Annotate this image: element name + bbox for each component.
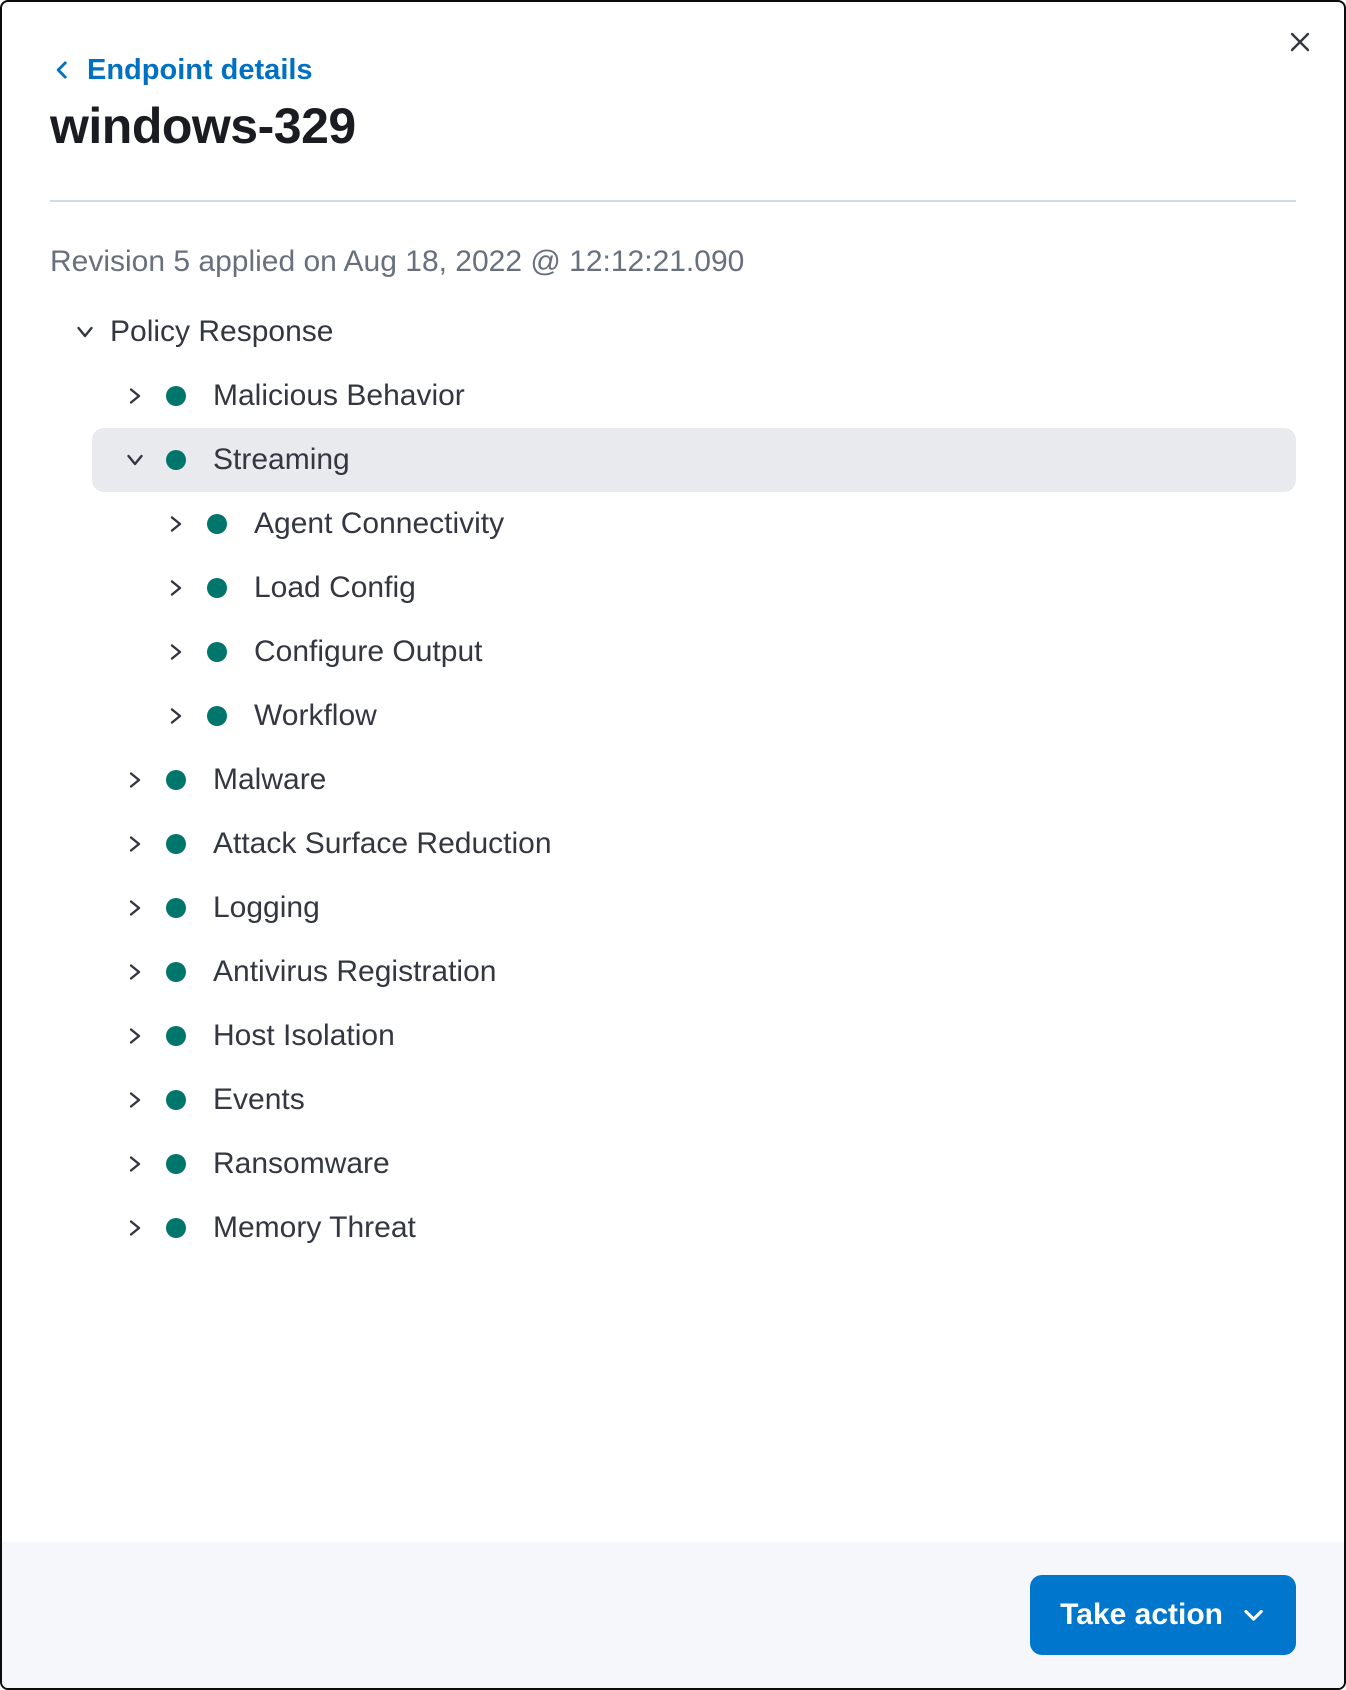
- tree-item-label: Workflow: [254, 699, 377, 732]
- tree-item-label: Events: [213, 1083, 305, 1116]
- tree-item-label: Memory Threat: [213, 1211, 416, 1244]
- chevron-right-icon[interactable]: [165, 641, 187, 663]
- tree-item-streaming[interactable]: [92, 428, 1296, 492]
- chevron-right-icon[interactable]: [124, 961, 146, 983]
- chevron-right-icon[interactable]: [165, 705, 187, 727]
- chevron-down-icon[interactable]: [124, 449, 146, 471]
- tree-item-configure-output[interactable]: [92, 620, 1296, 684]
- status-dot-icon: [166, 386, 186, 406]
- chevron-right-icon[interactable]: [124, 1089, 146, 1111]
- tree-item-memory-threat[interactable]: [92, 1196, 1296, 1260]
- tree-item-label: Configure Output: [254, 635, 483, 668]
- chevron-right-icon[interactable]: [124, 769, 146, 791]
- tree-item-antivirus-registration[interactable]: [92, 940, 1296, 1004]
- tree-item-label: Malware: [213, 763, 327, 796]
- tree-item-load-config[interactable]: [92, 556, 1296, 620]
- tree-item-workflow[interactable]: [92, 684, 1296, 748]
- chevron-right-icon[interactable]: [124, 1153, 146, 1175]
- status-dot-icon: [207, 514, 227, 534]
- chevron-right-icon[interactable]: [165, 513, 187, 535]
- take-action-label: Take action: [1060, 1598, 1223, 1631]
- chevron-right-icon[interactable]: [124, 897, 146, 919]
- tree-item-logging[interactable]: [92, 876, 1296, 940]
- tree-item-label: Ransomware: [213, 1147, 390, 1180]
- chevron-down-icon[interactable]: [74, 321, 96, 343]
- flyout-header: [2, 2, 1344, 202]
- chevron-right-icon[interactable]: [124, 385, 146, 407]
- tree-item-label: Antivirus Registration: [213, 955, 497, 988]
- revision-text: Revision 5 applied on Aug 18, 2022 @ 12:12:21.090: [50, 245, 745, 278]
- status-dot-icon: [166, 1026, 186, 1046]
- tree-item-malware[interactable]: [92, 748, 1296, 812]
- status-dot-icon: [166, 1218, 186, 1238]
- tree-item-host-isolation[interactable]: [92, 1004, 1296, 1068]
- status-dot-icon: [166, 834, 186, 854]
- header-divider: [50, 200, 1296, 202]
- tree-item-malicious-behavior[interactable]: [92, 364, 1296, 428]
- tree-item-label: Attack Surface Reduction: [213, 827, 552, 860]
- back-link-label: Endpoint details: [87, 54, 313, 86]
- tree-item-policy-response[interactable]: [50, 300, 1296, 364]
- policy-response-tree: [50, 300, 1296, 1260]
- status-dot-icon: [207, 642, 227, 662]
- chevron-right-icon[interactable]: [165, 577, 187, 599]
- status-dot-icon: [166, 962, 186, 982]
- tree-item-label: Host Isolation: [213, 1019, 395, 1052]
- status-dot-icon: [207, 706, 227, 726]
- policy-tree-items: [50, 364, 1296, 1260]
- status-dot-icon: [166, 1154, 186, 1174]
- chevron-right-icon[interactable]: [124, 1217, 146, 1239]
- status-dot-icon: [166, 450, 186, 470]
- tree-item-label: Policy Response: [110, 315, 334, 348]
- chevron-right-icon[interactable]: [124, 1025, 146, 1047]
- status-dot-icon: [166, 1090, 186, 1110]
- tree-item-label: Streaming: [213, 443, 350, 476]
- tree-item-ransomware[interactable]: [92, 1132, 1296, 1196]
- tree-item-label: Malicious Behavior: [213, 379, 465, 412]
- chevron-left-icon: [50, 58, 74, 82]
- status-dot-icon: [207, 578, 227, 598]
- status-dot-icon: [166, 770, 186, 790]
- tree-item-label: Logging: [213, 891, 320, 924]
- flyout-footer: [2, 1542, 1344, 1688]
- chevron-down-icon: [1240, 1602, 1266, 1628]
- tree-item-agent-connectivity[interactable]: [92, 492, 1296, 556]
- page-title: windows-329: [50, 98, 356, 154]
- status-dot-icon: [166, 898, 186, 918]
- tree-item-attack-surface-reduction[interactable]: [92, 812, 1296, 876]
- tree-item-events[interactable]: [92, 1068, 1296, 1132]
- tree-item-label: Load Config: [254, 571, 416, 604]
- tree-item-label: Agent Connectivity: [254, 507, 505, 540]
- chevron-right-icon[interactable]: [124, 833, 146, 855]
- take-action-button[interactable]: [1030, 1575, 1296, 1655]
- flyout-body: [2, 202, 1344, 1542]
- back-link-endpoint-details[interactable]: [50, 52, 313, 88]
